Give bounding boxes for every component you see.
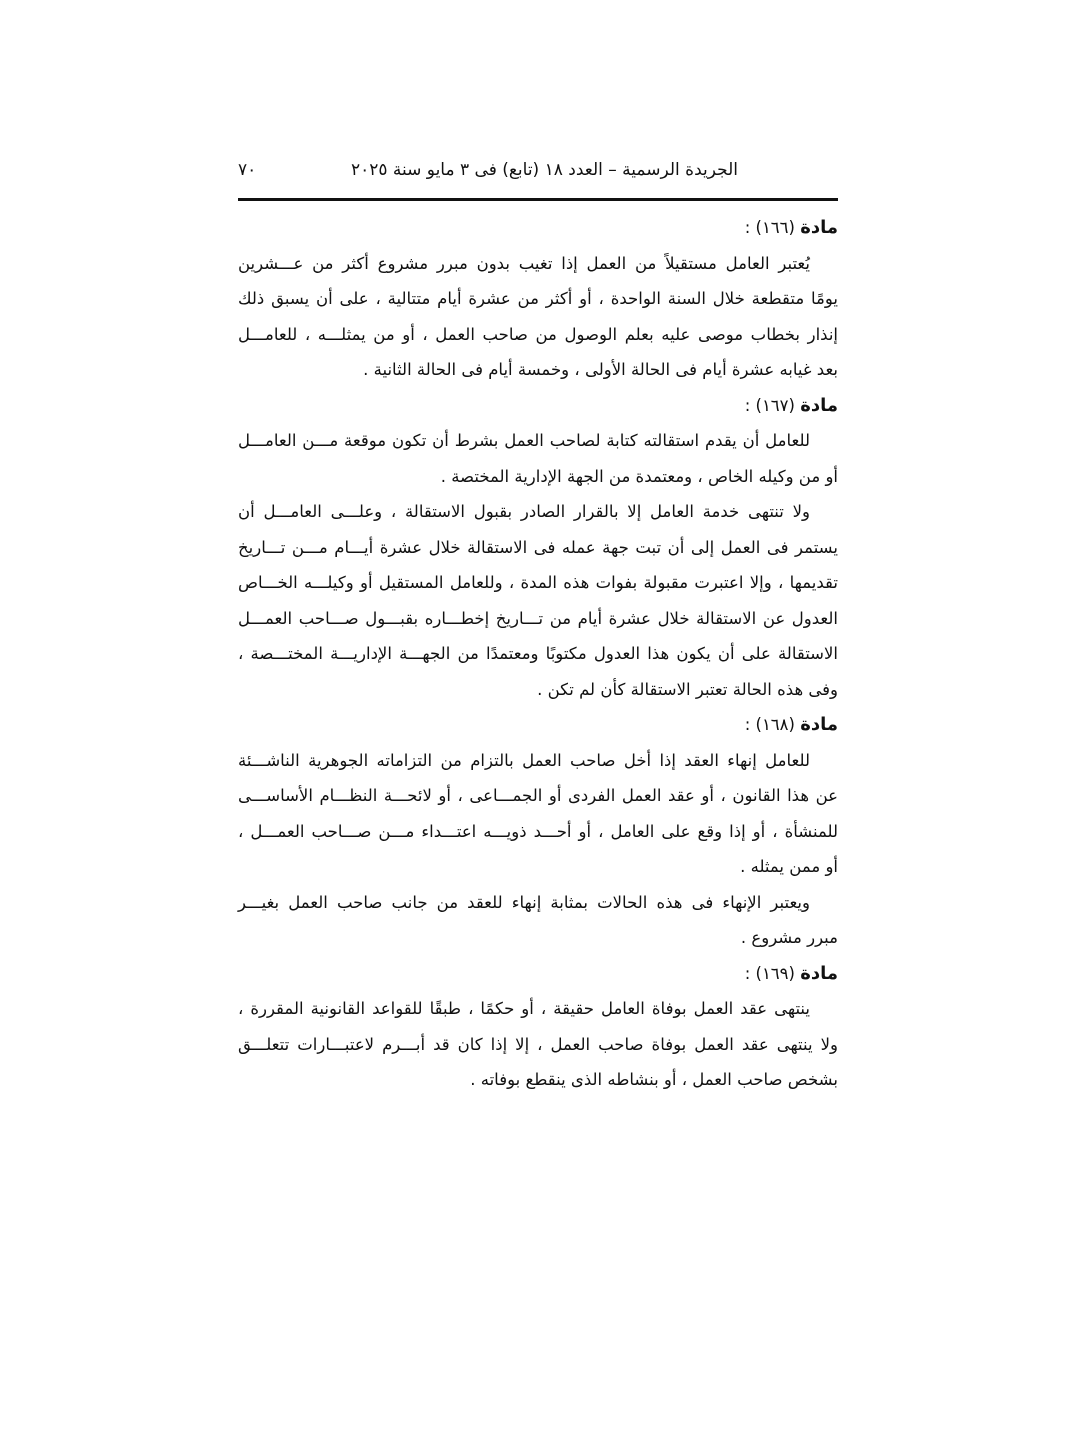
text-line: وفى هذه الحالة تعتبر الاستقالة كأن لم تكن . [537,679,838,699]
article-168-paragraph-1 [238,743,838,885]
text-line: عن هذا القانون ، أو عقد العمل الفردى أو الجمـــاعى ، أو لائحـــة النظـــام الأساســـى [238,786,838,805]
text-line: للمنشأة ، أو إذا وقع على العامل ، أو أحـــد ذويـــه اعتـــداء مـــن صـــاحب العمـــل ، [238,821,838,841]
text-line: ينتهى عقد العمل بوفاة العامل حقيقة ، أو حكمًا ، طبقًا للقواعد القانونية المقررة ، [238,999,810,1018]
text-line: للعامل إنهاء العقد إذا أخل صاحب العمل بالتزام من التزاماته الجوهرية الناشـــئة [238,750,810,770]
text-line: مبرر مشروع . [740,928,838,947]
article-label: مادة [800,962,838,984]
text-line: للعامل أن يقدم استقالته كتابة لصاحب العمل بشرط أن تكون موقعة مـــن العامـــل [238,431,810,450]
article-heading-169 [238,956,838,992]
text-line: إنذار بخطاب موصى عليه بعلم الوصول من صاحب العمل ، أو من يمثلـــه ، للعامـــل [238,324,838,344]
document-body [238,210,838,1098]
article-heading-168 [238,707,838,743]
page-number: ٧٠ [238,160,257,180]
article-number: (١٦٨) : [744,715,795,734]
text-line: أو من وكيله الخاص ، ومعتمدة من الجهة الإدارية المختصة . [440,466,838,486]
article-label: مادة [800,714,838,735]
article-number: (١٦٧) : [744,395,795,415]
article-167-paragraph-1 [238,423,838,494]
text-line: ولا ينتهى عقد العمل بوفاة صاحب العمل ، إلا إذا كان قد أبـــرم لاعتبـــارات تتعلـــق [238,1034,838,1054]
gazette-title: الجريدة الرسمية – العدد ١٨ (تابع) فى ٣ مايو سنة ٢٠٢٥ [350,160,738,180]
text-line: أو ممن يمثله . [740,857,838,876]
article-166-paragraph [238,246,838,388]
text-line: العدول عن الاستقالة خلال عشرة أيام من تـــاريخ إخطـــاره بقبـــول صـــاحب العمـــل [238,608,838,628]
text-line: بعد غيابه عشرة أيام فى الحالة الأولى ، وخمسة أيام فى الحالة الثانية . [363,360,838,379]
text-line: يومًا متقطعة خلال السنة الواحدة ، أو أكثر من عشرة أيام متتالية ، على أن يسبق ذلك [238,289,838,308]
article-169-paragraph [238,991,838,1098]
text-line: ويعتبر الإنهاء فى هذه الحالات بمثابة إنهاء للعقد من جانب صاحب العمل بغيـــر [238,892,810,912]
page-header [238,150,838,190]
article-167-paragraph-2 [238,494,838,707]
article-label: مادة [800,394,838,416]
text-line: بشخص صاحب العمل ، أو بنشاطه الذى ينقطع بوفاته . [470,1070,838,1089]
article-number: (١٦٩) : [744,963,795,983]
article-heading-166 [238,210,838,246]
text-line: يُعتبر العامل مستقيلاً من العمل إذا تغيب بدون مبرر مشروع أكثر من عـــشرين [238,253,810,273]
text-line: ولا تنتهى خدمة العامل إلا بالقرار الصادر بقبول الاستقالة ، وعلـــى العامـــل أن [238,502,810,521]
article-heading-167 [238,388,838,424]
article-number: (١٦٦) : [744,218,795,237]
article-168-paragraph-2 [238,885,838,956]
text-line: الاستقالة على أن يكون هذا العدول مكتوبًا ومعتمدًا من الجهـــة الإداريـــة المختـــصة ، [238,644,838,663]
text-line: تقديمها ، وإلا اعتبرت مقبولة بفوات هذه المدة ، وللعامل المستقيل أو وكيلـــه الخـــاص [238,573,838,592]
header-divider [238,198,838,201]
article-label: مادة [800,217,838,238]
text-line: يستمر فى العمل إلى أن تبت جهة عمله فى الاستقالة خلال عشرة أيـــام مـــن تـــاريخ [238,537,838,557]
